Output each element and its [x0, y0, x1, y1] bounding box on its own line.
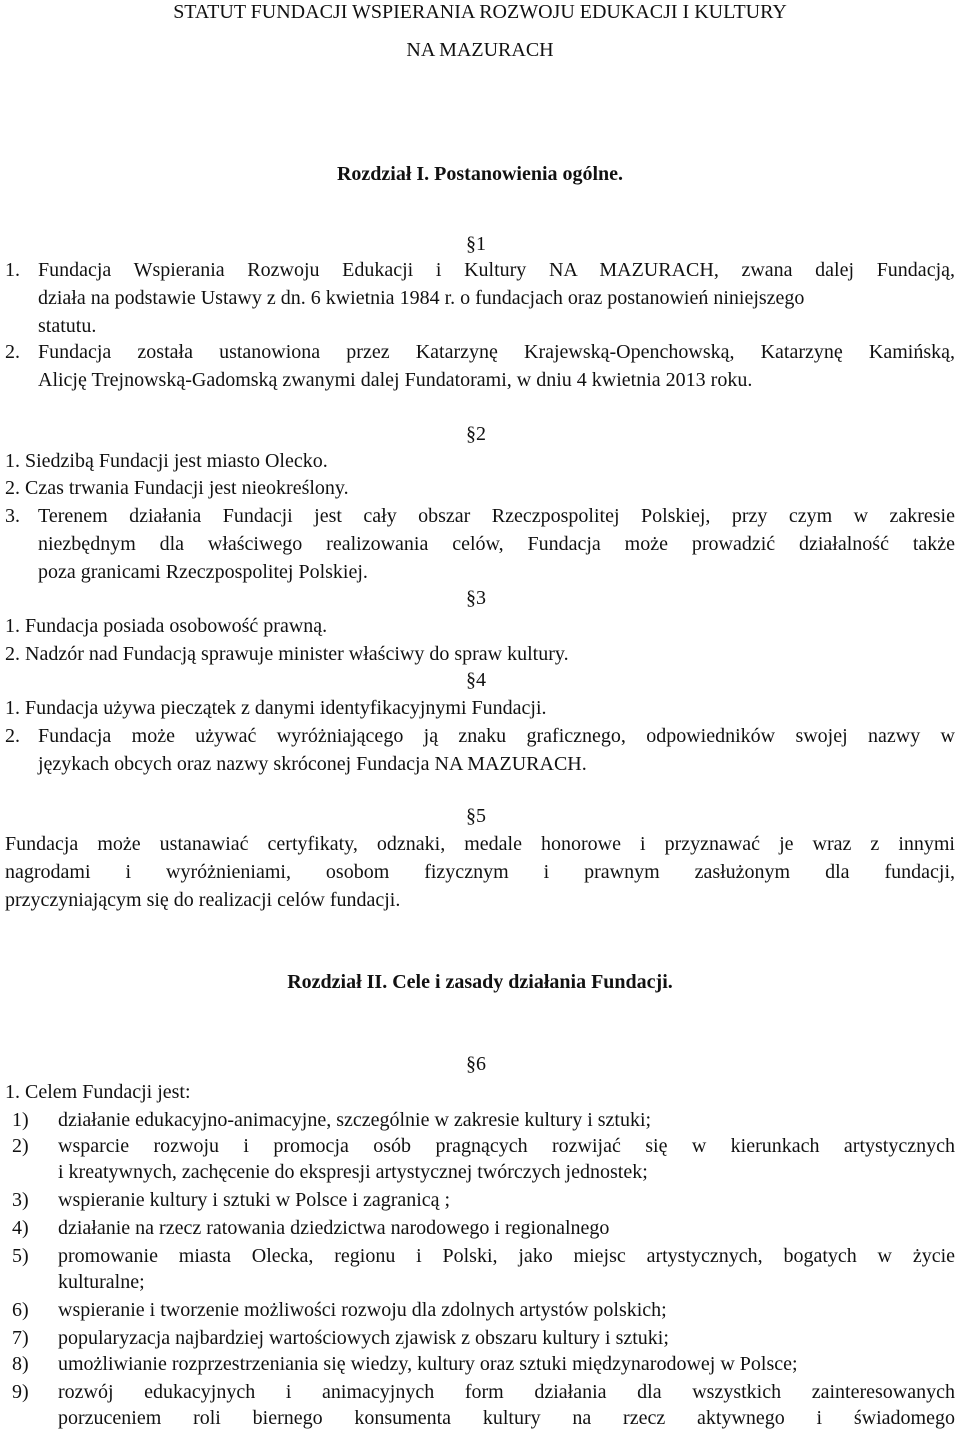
section-2-item-3-line-3: poza granicami Rzeczpospolitej Polskiej. [38, 561, 368, 583]
goal-1-number: 1) [12, 1109, 29, 1131]
section-2-item-1: 1. Siedzibą Fundacji jest miasto Olecko. [5, 450, 328, 472]
goal-5-line-2: kulturalne; [58, 1271, 145, 1293]
goal-5-line-1: promowanie miasta Olecka, regionu i Polski, jako miejsc artystycznych, bogatych w życie [58, 1245, 955, 1267]
section-4-item-1: 1. Fundacja używa pieczątek z danymi identyfikacyjnymi Fundacji. [5, 697, 547, 719]
section-5-line-3: przyczyniającym się do realizacji celów fundacji. [5, 889, 401, 911]
goal-2-line-1: wsparcie rozwoju i promocja osób pragnących rozwijać się w kierunkach artystycznych [58, 1135, 955, 1157]
section-1-item-2-line-2: Alicję Trejnowską-Gadomską zwanymi dalej Fundatorami, w dniu 4 kwietnia 2013 roku. [38, 369, 753, 391]
section-3-item-2: 2. Nadzór nad Fundacją sprawuje minister właściwy do spraw kultury. [5, 643, 569, 665]
section-2-mark: §2 [466, 423, 486, 445]
document-title-line2: NA MAZURACH [406, 39, 554, 61]
chapter-2-heading: Rozdział II. Cele i zasady działania Fundacji. [287, 971, 673, 993]
section-1-item-1-line-3: statutu. [38, 315, 97, 337]
section-4-item-2-number: 2. [5, 725, 20, 747]
goal-3-number: 3) [12, 1189, 29, 1211]
section-6-mark: §6 [466, 1053, 486, 1075]
section-3-number: 3 [476, 587, 486, 609]
section-1-item-2-number: 2. [5, 341, 20, 363]
goal-4-line-1: działanie na rzecz ratowania dziedzictwa narodowego i regionalnego [58, 1217, 610, 1239]
goal-5-number: 5) [12, 1245, 29, 1267]
section-2-item-3-line-1: Terenem działania Fundacji jest cały obszar Rzeczpospolitej Polskiej, przy czym w zakresie [38, 505, 955, 527]
goal-6-line-1: wspieranie i tworzenie możliwości rozwoju dla zdolnych artystów polskich; [58, 1299, 667, 1321]
goal-9-line-1: rozwój edukacyjnych i animacyjnych form działania dla wszystkich zainteresowanych [58, 1381, 955, 1403]
section-2-item-3-line-2: niezbędnym dla właściwego realizowania celów, Fundacja może prowadzić działalność także [38, 533, 955, 555]
section-2-number: 2 [476, 423, 486, 445]
goal-8-line-1: umożliwianie rozprzestrzeniania się wiedzy, kultury oraz sztuki międzynarodowej w Polsce; [58, 1353, 798, 1375]
document-title-line1: STATUT FUNDACJI WSPIERANIA ROZWOJU EDUKACJI I KULTURY [173, 1, 787, 23]
section-5-mark: §5 [466, 805, 486, 827]
goal-7-line-1: popularyzacja najbardziej wartościowych zjawisk z obszaru kultury i sztuki; [58, 1327, 669, 1349]
goal-8-number: 8) [12, 1353, 29, 1375]
section-1-mark: §1 [466, 233, 486, 255]
goal-6-number: 6) [12, 1299, 29, 1321]
section-1-number: 1 [476, 233, 486, 255]
goal-9-line-2: porzuceniem roli biernego konsumenta kultury na rzecz aktywnego i świadomego [58, 1407, 955, 1429]
section-2-item-3-number: 3. [5, 505, 20, 527]
section-4-mark: §4 [466, 669, 486, 691]
section-1-item-1-line-1: Fundacja Wspierania Rozwoju Edukacji i Kultury NA MAZURACH, zwana dalej Fundacją, [38, 259, 955, 281]
section-2-item-2: 2. Czas trwania Fundacji jest nieokreślony. [5, 477, 349, 499]
section-3-mark: §3 [466, 587, 486, 609]
section-6-number: 6 [476, 1053, 486, 1075]
chapter-1-heading: Rozdział I. Postanowienia ogólne. [336, 163, 624, 185]
section-5-line-2: nagrodami i wyróżnieniami, osobom fizycznym i prawnym zasłużonym dla fundacji, [5, 861, 955, 883]
section-1-item-1-line-2: działa na podstawie Ustawy z dn. 6 kwietnia 1984 r. o fundacjach oraz postanowień niniejszego [38, 287, 805, 309]
goal-1-line-1: działanie edukacyjno-animacyjne, szczególnie w zakresie kultury i sztuki; [58, 1109, 652, 1131]
section-4-number: 4 [476, 669, 486, 691]
goal-2-line-2: i kreatywnych, zachęcenie do ekspresji artystycznej twórczych jednostek; [58, 1161, 648, 1183]
goal-4-number: 4) [12, 1217, 29, 1239]
section-4-item-2-line-1: Fundacja może używać wyróżniającego ją znaku graficznego, odpowiedników swojej nazwy w [38, 725, 955, 747]
section-3-item-1: 1. Fundacja posiada osobowość prawną. [5, 615, 328, 637]
goal-9-number: 9) [12, 1381, 29, 1403]
section-1-item-1-number: 1. [5, 259, 20, 281]
goal-3-line-1: wspieranie kultury i sztuki w Polsce i zagranicą ; [58, 1189, 451, 1211]
section-1-item-2-line-1: Fundacja została ustanowiona przez Katarzynę Krajewską-Openchowską, Katarzynę Kamińską, [38, 341, 955, 363]
section-5-number: 5 [476, 805, 486, 827]
goal-7-number: 7) [12, 1327, 29, 1349]
section-4-item-2-line-2: językach obcych oraz nazwy skróconej Fundacja NA MAZURACH. [38, 753, 587, 775]
goal-2-number: 2) [12, 1135, 29, 1157]
section-6-intro: 1. Celem Fundacji jest: [5, 1081, 191, 1103]
section-5-line-1: Fundacja może ustanawiać certyfikaty, odznaki, medale honorowe i przyznawać je wraz z innymi [5, 833, 955, 855]
